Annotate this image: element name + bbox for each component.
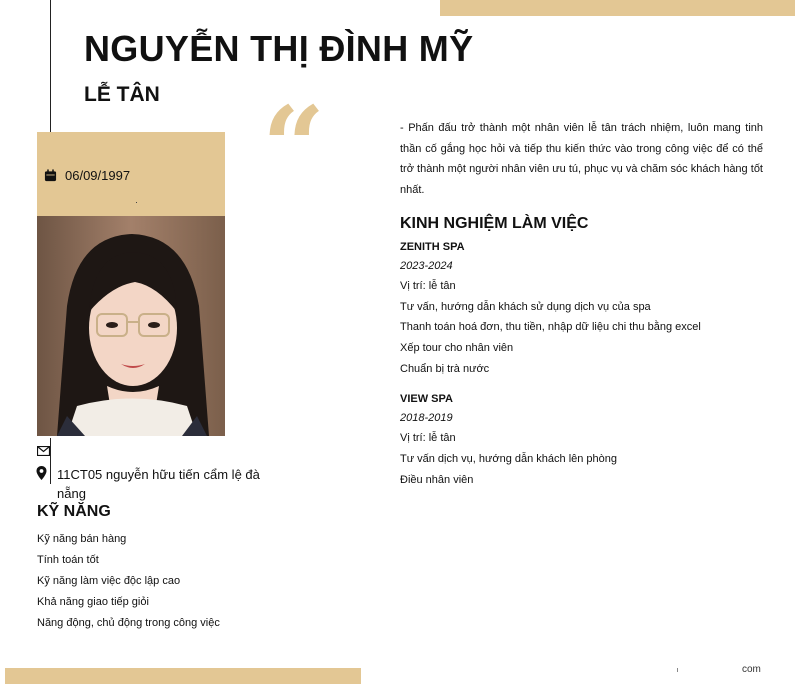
top-accent-bar — [440, 0, 795, 16]
job-duty: Chuẩn bị trà nước — [400, 362, 490, 375]
job-duties — [400, 276, 763, 379]
skill-item: Năng động, chủ động trong công việc — [37, 617, 220, 629]
job-years: 2023-2024 — [400, 259, 453, 272]
quote-icon: “ — [262, 82, 326, 211]
job-company: ZENITH SPA — [400, 240, 465, 253]
location-pin-icon — [36, 466, 47, 480]
skill-item: Kỹ năng bán hàng — [37, 533, 127, 545]
candidate-name: NGUYỄN THỊ ĐÌNH MỸ — [84, 28, 474, 69]
career-objective: - Phấn đấu trở thành một nhân viên lễ tân trách nhiệm, luôn mang tinh thần cố gắng học hỏi và tiếp thu kiến thức vào trong công việc để có thể trở thành một người nhân viên ưu tú, phục vụ và chăm sóc khách hàng tốt nhất. — [400, 122, 763, 197]
calendar-icon — [44, 169, 57, 182]
job-duties — [400, 428, 763, 490]
job-duty: Vị trí: lễ tân — [400, 432, 456, 445]
left-rule-lower — [50, 438, 51, 484]
right-column — [400, 118, 763, 490]
job-years: 2018-2019 — [400, 412, 453, 425]
dob-text: 06/09/1997 — [65, 168, 131, 183]
footer-mark — [677, 668, 678, 672]
job-duty: Xếp tour cho nhân viên — [400, 341, 514, 354]
candidate-role: LỄ TÂN — [84, 83, 160, 106]
skills-list — [37, 530, 220, 635]
address-text: 11CT05 nguyễn hữu tiến cẩm lệ đà nẵng — [57, 467, 260, 501]
skills-heading: KỸ NĂNG — [37, 503, 111, 520]
job-entry — [400, 238, 763, 379]
job-entry — [400, 390, 763, 490]
footer-text: com — [742, 664, 761, 675]
skill-item: Tính toán tốt — [37, 554, 99, 566]
job-duty: Thanh toán hoá đơn, thu tiền, nhập dữ liệu chi thu bằng excel — [400, 321, 701, 334]
job-duty: Tư vấn dịch vụ, hướng dẫn khách lên phòng — [400, 452, 618, 465]
email-icon — [37, 446, 50, 456]
skill-item: Khả năng giao tiếp giỏi — [37, 596, 149, 608]
job-duty: Điều nhân viên — [400, 473, 474, 486]
left-rule — [50, 0, 51, 133]
job-company: VIEW SPA — [400, 393, 453, 406]
bottom-accent-bar — [5, 668, 361, 684]
experience-heading: KINH NGHIỆM LÀM VIỆC — [400, 214, 589, 232]
job-duty: Tư vấn, hướng dẫn khách sử dụng dịch vụ của spa — [400, 300, 651, 313]
skill-item: Kỹ năng làm việc độc lập cao — [37, 575, 181, 587]
dob-row — [44, 168, 130, 183]
decorative-dot — [136, 202, 137, 203]
profile-photo — [37, 216, 225, 436]
job-duty: Vị trí: lễ tân — [400, 279, 456, 292]
